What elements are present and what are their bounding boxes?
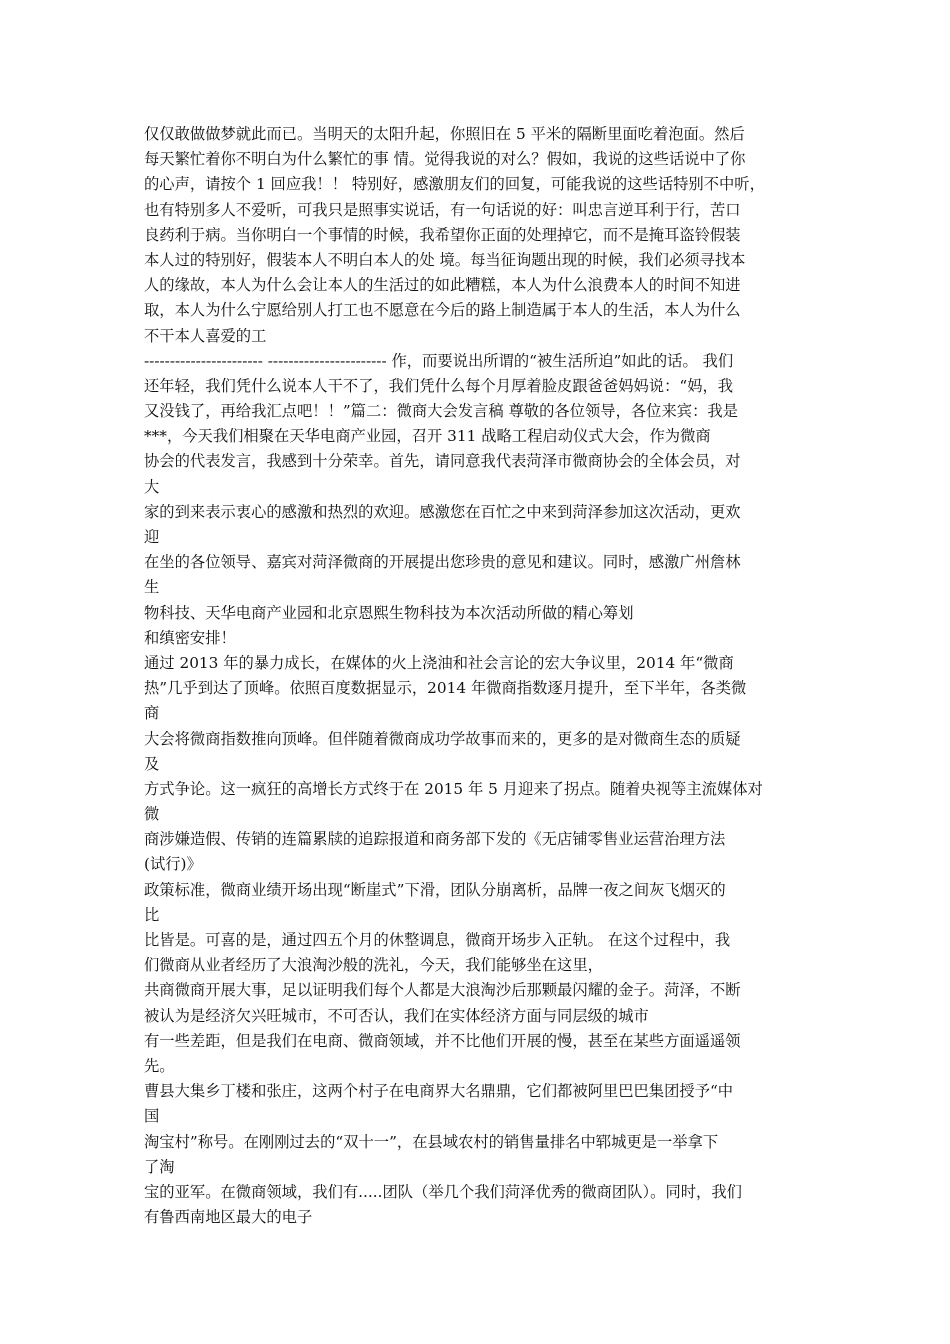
text-line: 共商微商开展大事，足以证明我们每个人都是大浪淘沙后那颗最闪耀的金子。菏泽，不断 bbox=[144, 981, 741, 1000]
text-line: 生 bbox=[144, 578, 160, 597]
text-line: 通过 2013 年的暴力成长，在媒体的火上浇油和社会言论的宏大争议里，2014 年“微商 bbox=[144, 653, 734, 672]
text-line: 还年轻，我们凭什么说本人干不了，我们凭什么每个月厚着脸皮跟爸爸妈妈说：“妈，我 bbox=[144, 376, 734, 395]
text-line: 方式争论。这一疯狂的高增长方式终于在 2015 年 5 月迎来了拐点。随着央视等主流媒体对 bbox=[144, 779, 763, 798]
text-line: 被认为是经济欠兴旺城市，不可否认，我们在实体经济方面与同层级的城市 bbox=[144, 1006, 649, 1025]
text-line: 的心声，请按个 1 回应我！！ 特别好，感激朋友们的回复，可能我说的这些话特别不中听， bbox=[144, 175, 765, 194]
text-line: 取，本人为什么宁愿给别人打工也不愿意在今后的路上制造属于本人的生活，本人为什么 bbox=[144, 301, 741, 320]
text-line: 宝的亚军。在微商领域，我们有.....团队（举几个我们菏泽优秀的微商团队）。同时，我们 bbox=[144, 1182, 742, 1201]
text-line: 了淘 bbox=[144, 1157, 175, 1176]
text-line: 本人过的特别好，假装本人不明白本人的处 境。每当征询题出现的时候，我们必须寻找本 bbox=[144, 250, 746, 269]
text-line: 大会将微商指数推向顶峰。但伴随着微商成功学故事而来的，更多的是对微商生态的质疑 bbox=[144, 729, 741, 748]
text-line: 有鲁西南地区最大的电子 bbox=[144, 1208, 313, 1227]
text-line: 曹县大集乡丁楼和张庄，这两个村子在电商界大名鼎鼎，它们都被阿里巴巴集团授予“中 bbox=[144, 1082, 734, 1101]
text-line: 仅仅敢做做梦就此而已。当明天的太阳升起，你照旧在 5 平米的隔断里面吃着泡面。然后 bbox=[144, 125, 745, 143]
text-line: 们微商从业者经历了大浪淘沙般的洗礼，今天，我们能够坐在这里， bbox=[144, 956, 603, 975]
text-line: 商涉嫌造假、传销的连篇累牍的追踪报道和商务部下发的《无店铺零售业运营治理方法 bbox=[144, 830, 726, 849]
text-line: 政策标准，微商业绩开场出现“断崖式”下滑，团队分崩离析，品牌一夜之间灰飞烟灭的 bbox=[144, 880, 726, 899]
document-page bbox=[144, 122, 814, 1230]
text-line: 热”几乎到达了顶峰。依照百度数据显示，2014 年微商指数逐月提升，至下半年，各类微 bbox=[144, 679, 747, 698]
text-line: 比 bbox=[144, 905, 160, 924]
text-line: 良药利于病。当你明白一个事情的时候，我希望你正面的处理掉它，而不是掩耳盗铃假装 bbox=[144, 225, 741, 244]
text-line: 比皆是。可喜的是，通过四五个月的休整调息，微商开场步入正轨。 在这个过程中，我 bbox=[144, 931, 731, 949]
text-line: 也有特别多人不爱听，可我只是照事实说话，有一句话说的好：叫忠言逆耳利于行，苦口 bbox=[144, 200, 741, 219]
text-line: 商 bbox=[144, 704, 160, 723]
text-line: 大 bbox=[144, 477, 160, 496]
text-line: 先。 bbox=[144, 1056, 175, 1075]
text-line: 协会的代表发言，我感到十分荣幸。首先，请同意我代表菏泽市微商协会的全体会员，对 bbox=[144, 452, 741, 471]
text-line: ----------------------- ----------------------- 作，而要说出所谓的“被生活所迫”如此的话。 我们 bbox=[144, 351, 734, 370]
text-line: 人的缘故，本人为什么会让本人的生活过的如此糟糕，本人为什么浪费本人的时间不知进 bbox=[144, 276, 741, 295]
text-line: 和缜密安排！ bbox=[144, 628, 236, 647]
text-line: ***，今天我们相聚在天华电商产业园，召开 311 战略工程启动仪式大会，作为微商 bbox=[144, 427, 711, 446]
text-line: 国 bbox=[144, 1107, 160, 1126]
text-line: 物科技、天华电商产业园和北京恩熙生物科技为本次活动所做的精心筹划 bbox=[144, 603, 634, 622]
text-line: (试行)》 bbox=[144, 855, 202, 874]
text-line: 迎 bbox=[144, 528, 160, 546]
text-line: 又没钱了，再给我汇点吧！！”篇二：微商大会发言稿 尊敬的各位领导，各位来宾：我是 bbox=[144, 402, 738, 421]
text-line: 有一些差距，但是我们在电商、微商领域，并不比他们开展的慢，甚至在某些方面遥遥领 bbox=[144, 1031, 741, 1050]
text-line: 在坐的各位领导、嘉宾对菏泽微商的开展提出您珍贵的意见和建议。同时，感激广州詹林 bbox=[144, 553, 741, 572]
text-line: 家的到来表示衷心的感激和热烈的欢迎。感激您在百忙之中来到菏泽参加这次活动，更欢 bbox=[144, 502, 741, 521]
text-line: 每天繁忙着你不明白为什么繁忙的事 情。觉得我说的对么？假如，我说的这些话说中了你 bbox=[144, 150, 746, 169]
text-line: 微 bbox=[144, 805, 160, 824]
text-line: 及 bbox=[144, 754, 160, 773]
text-line: 淘宝村”称号。在刚刚过去的“双十一”，在县域农村的销售量排名中郓城更是一举拿下 bbox=[144, 1132, 719, 1151]
text-line: 不干本人喜爱的工 bbox=[144, 326, 267, 345]
